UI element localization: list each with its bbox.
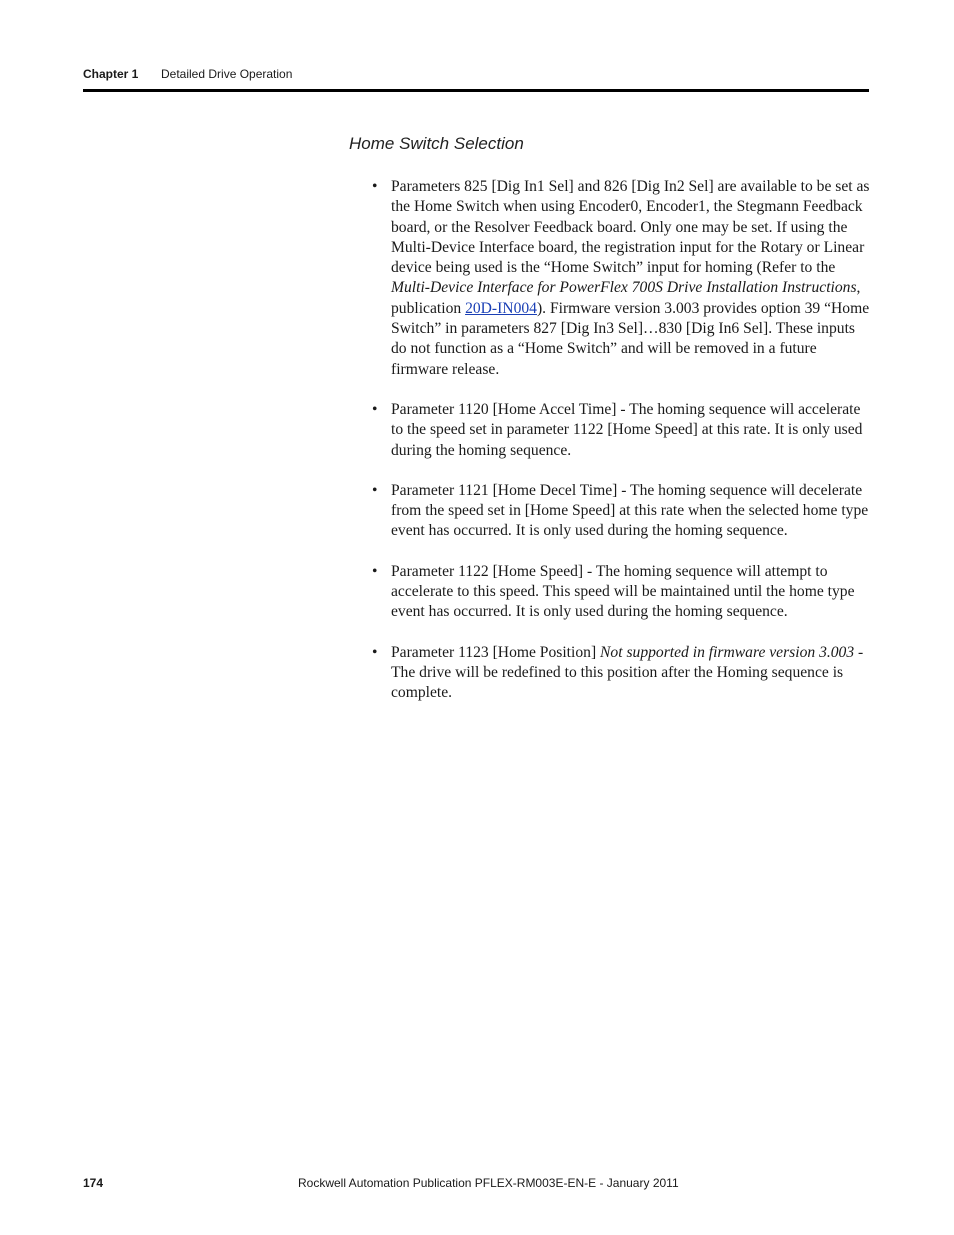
- list-item: • Parameter 1123 [Home Position] Not supported in firmware version 3.003 - The drive will be redefined to this position after the Homing sequence is complete.: [372, 643, 864, 702]
- bullet-dot: •: [372, 400, 378, 418]
- list-item: • Parameters 825 [Dig In1 Sel] and 826 [Dig In2 Sel] are available to be set as the Home Switch when using Encoder0, Encoder1, the Stegmann Feedback board, or the Resolver Feedback board. Only one may be set. If using the Multi-Device Interface board, the registration input for the Rotary or Linear device being used is the “Home Switch” input for homing (Refer to the Multi-Device Interface for PowerFlex 700S Drive Installation Instructions, publication 20D-IN004). Firmware version 3.003 provides option 39 “Home Switch” in parameters 827 [Dig In3 Sel]…830 [Dig In6 Sel]. These inputs do not function as a “Home Switch” and will be removed in a future firmware release.: [372, 178, 870, 378]
- publication-footer: Rockwell Automation Publication PFLEX-RM003E-EN-E - January 2011: [298, 1176, 679, 1190]
- section-title: Home Switch Selection: [349, 134, 524, 153]
- list-item: • Parameter 1121 [Home Decel Time] - The homing sequence will decelerate from the speed set in [Home Speed] at this rate when the selected home type event has occurred. It is only used during the homing sequence.: [372, 481, 869, 540]
- page-number: 174: [83, 1176, 104, 1190]
- header-rule: [83, 89, 869, 92]
- chapter-label: Chapter 1: [83, 67, 139, 81]
- bullet-dot: •: [372, 643, 378, 661]
- firmware-note: Not supported in firmware version 3.003: [600, 643, 855, 661]
- bullet-list: [372, 177, 870, 724]
- bullet-dot: •: [372, 562, 378, 580]
- bullet-dot: •: [372, 178, 378, 195]
- list-item: • Parameter 1122 [Home Speed] - The homing sequence will attempt to accelerate to this speed. This speed will be maintained until the home type event has occurred. It is only used during the homing sequence.: [372, 562, 855, 621]
- chapter-title: Detailed Drive Operation: [161, 67, 293, 81]
- doc-title: Multi-Device Interface for PowerFlex 700S Drive Installation Instructions: [391, 279, 857, 297]
- list-item: • Parameter 1120 [Home Accel Time] - The homing sequence will accelerate to the speed set in parameter 1122 [Home Speed] at this rate. It is only used during the homing sequence.: [372, 400, 863, 459]
- publication-link[interactable]: 20D-IN004: [465, 299, 537, 317]
- bullet-dot: •: [372, 481, 378, 499]
